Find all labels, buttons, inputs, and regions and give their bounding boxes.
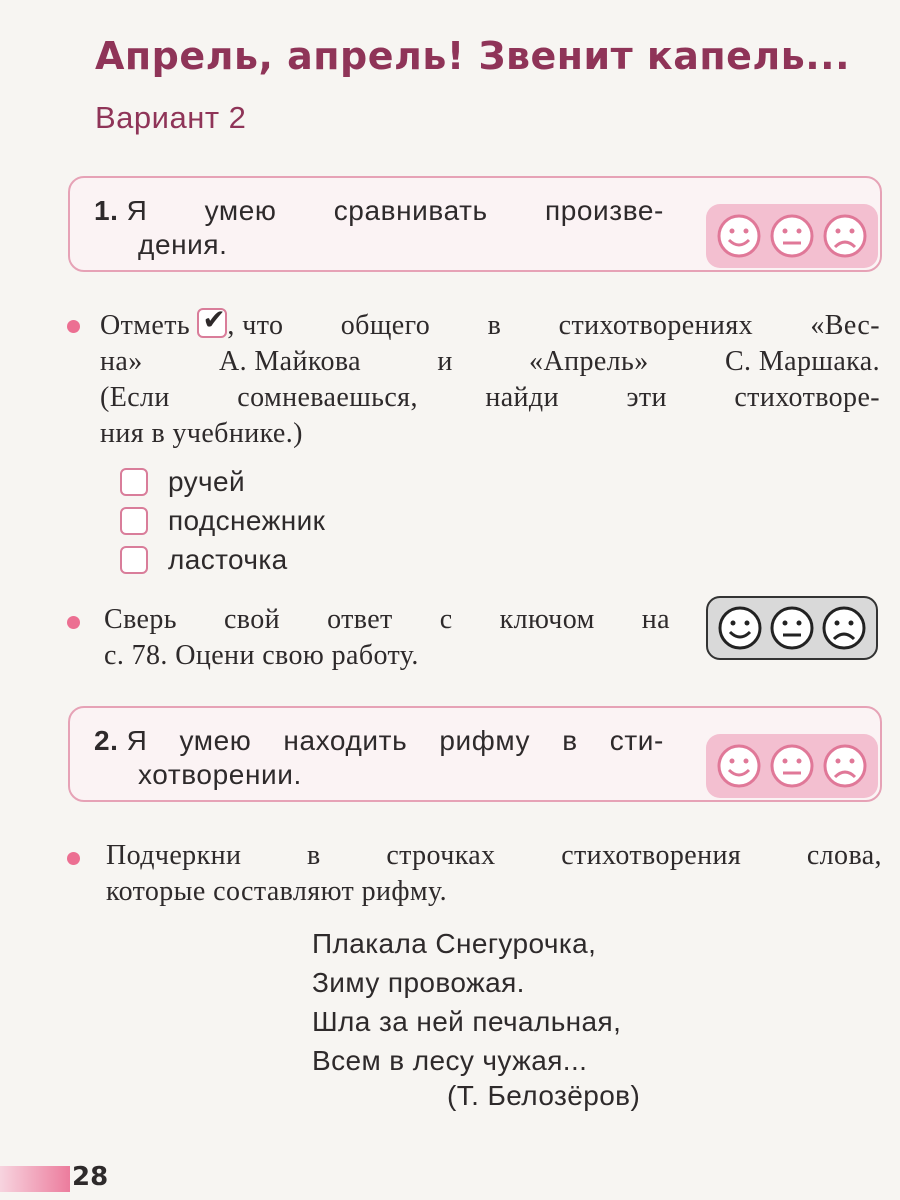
word: Я (126, 195, 148, 226)
checkmark-icon: ✔ (197, 308, 227, 338)
task3-line-2: которые составляют рифму. (106, 876, 448, 907)
word: слова, (806, 840, 882, 871)
word: стихотворениях (558, 310, 753, 341)
word: стихотворения (561, 840, 742, 871)
skill-line-2: хотворении. (138, 759, 302, 790)
skill-box-2 (68, 706, 882, 802)
word: рифму (439, 725, 531, 756)
task1-text (100, 303, 880, 452)
option-item[interactable] (120, 466, 245, 498)
task2-text (104, 602, 670, 674)
word: на» (100, 346, 143, 377)
word: сти- (609, 725, 664, 756)
task2-line-2: с. 78. Оцени свою работу. (104, 640, 419, 671)
word: строчках (386, 840, 496, 871)
poem-line: Шла за ней печальная, (312, 1006, 622, 1037)
poem-line: Плакала Снегурочка, (312, 928, 597, 959)
skill-number: 1. (94, 195, 119, 226)
neutral-icon[interactable] (769, 213, 815, 259)
word: ключом (499, 604, 595, 635)
checkbox[interactable] (120, 507, 148, 535)
word: общего (340, 310, 431, 341)
option-item[interactable] (120, 544, 288, 576)
smile-icon[interactable] (716, 213, 762, 259)
word: умею (179, 725, 252, 756)
word: произве- (544, 195, 664, 226)
sad-icon[interactable] (822, 743, 868, 789)
option-label: ласточка (168, 544, 288, 575)
poem-line: Всем в лесу чужая... (312, 1045, 588, 1076)
page-number-strip (0, 1166, 70, 1192)
poem (312, 924, 621, 1080)
smile-icon[interactable] (716, 743, 762, 789)
word: находить (283, 725, 408, 756)
sad-icon[interactable] (821, 605, 867, 651)
checkbox[interactable] (120, 468, 148, 496)
word: Отметь (100, 310, 191, 341)
word: Я (126, 725, 148, 756)
word: стихотворе- (734, 382, 880, 413)
skill-text-2 (94, 724, 664, 792)
poem-line: Зиму провожая. (312, 967, 525, 998)
checkbox[interactable] (120, 546, 148, 574)
sad-icon[interactable] (822, 213, 868, 259)
neutral-icon[interactable] (769, 743, 815, 789)
page-number: 28 (72, 1162, 109, 1192)
word: найди (485, 382, 559, 413)
bullet (67, 852, 80, 865)
word: ответ (327, 604, 393, 635)
task3-text (106, 838, 882, 910)
variant-label: Вариант 2 (95, 100, 247, 135)
task1-line-4: ния в учебнике.) (100, 418, 303, 449)
word: (Если (100, 382, 170, 413)
word: с (439, 604, 453, 635)
bullet (67, 616, 80, 629)
word: сравнивать (333, 195, 488, 226)
word: свой (223, 604, 281, 635)
option-label: ручей (168, 466, 246, 497)
skill-text-1 (94, 194, 664, 262)
word: , что (227, 310, 284, 341)
word: «Вес- (810, 310, 880, 341)
bullet (67, 320, 80, 333)
word: «Апрель» (529, 346, 649, 377)
self-assessment-faces-1 (706, 204, 878, 268)
word: в (562, 725, 578, 756)
word: Сверь (104, 604, 177, 635)
skill-number: 2. (94, 725, 119, 756)
page-title: Апрель, апрель! Звенит капель... (95, 34, 851, 78)
self-assessment-faces-check (706, 596, 878, 660)
word: А. Майкова (218, 346, 361, 377)
word: в (307, 840, 321, 871)
poem-author: (Т. Белозёров) (447, 1080, 641, 1111)
skill-line-2: дения. (138, 229, 228, 260)
word: и (437, 346, 453, 377)
word: эти (626, 382, 667, 413)
word: на (641, 604, 670, 635)
option-label: подснежник (168, 505, 326, 536)
word: умею (204, 195, 277, 226)
word: С. Маршака. (724, 346, 880, 377)
word: сомневаешься, (237, 382, 418, 413)
option-item[interactable] (120, 505, 325, 537)
word: Подчеркни (106, 840, 242, 871)
smile-icon[interactable] (717, 605, 763, 651)
neutral-icon[interactable] (769, 605, 815, 651)
self-assessment-faces-2 (706, 734, 878, 798)
skill-box-1 (68, 176, 882, 272)
word: в (487, 310, 502, 341)
